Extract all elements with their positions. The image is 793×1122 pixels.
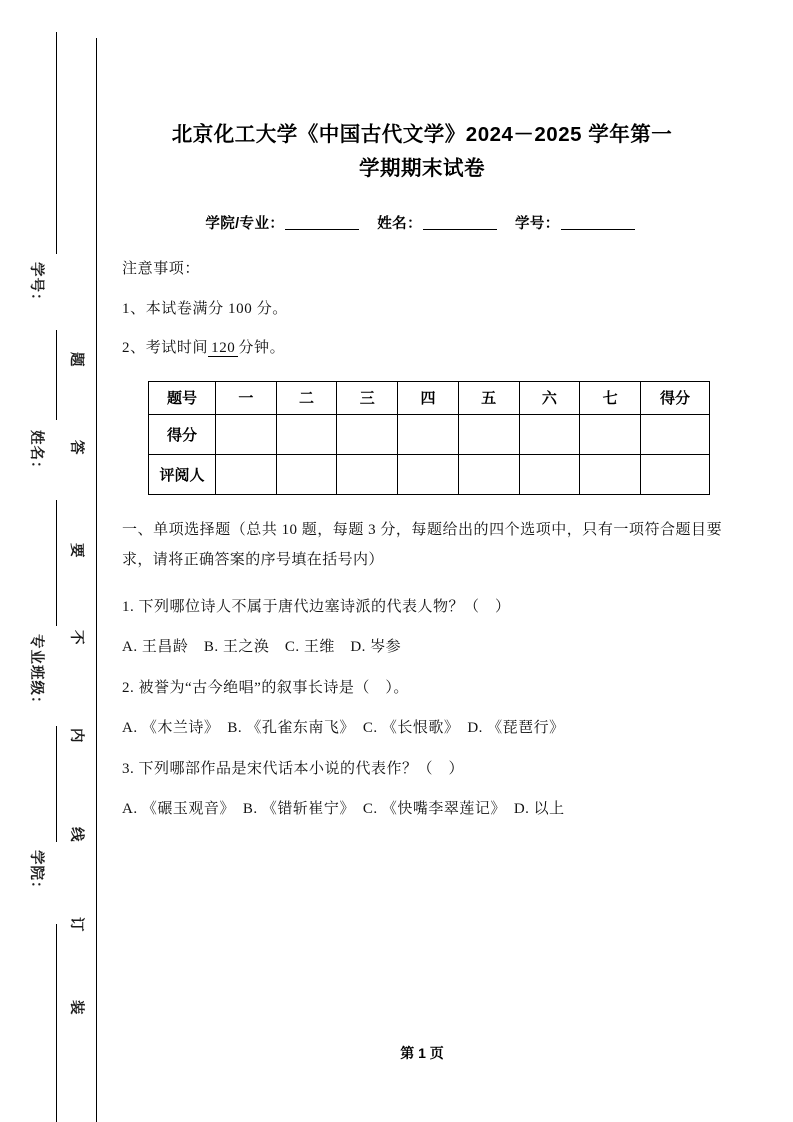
score-cell[interactable] xyxy=(337,414,398,454)
rail-char-bu: 不 xyxy=(68,630,84,645)
notes-item-2 xyxy=(122,317,722,357)
score-table-header-cell: 二 xyxy=(276,381,337,414)
page-footer: 第 1 页 xyxy=(400,1045,444,1061)
section-one xyxy=(122,495,722,818)
table-row xyxy=(149,454,710,494)
rail-char-ding: 订 xyxy=(68,917,84,932)
reviewer-cell[interactable] xyxy=(398,454,459,494)
score-row-label: 得分 xyxy=(149,414,216,454)
score-cell[interactable] xyxy=(398,414,459,454)
score-cell[interactable] xyxy=(276,414,337,454)
reviewer-cell[interactable] xyxy=(337,454,398,494)
score-table-header-cell: 一 xyxy=(216,381,277,414)
score-table-header-cell: 七 xyxy=(580,381,641,414)
college-major-label: 学院/专业： xyxy=(205,216,285,232)
score-table-header-cell: 四 xyxy=(398,381,459,414)
score-cell[interactable] xyxy=(216,414,277,454)
question-stem-2: 2. 被誉为“古今绝唱”的叙事长诗是（ ）。 xyxy=(122,679,409,696)
reviewer-cell[interactable] xyxy=(641,454,710,494)
rail-label-class: 专业班级： xyxy=(28,634,44,712)
score-cell[interactable] xyxy=(580,414,641,454)
student-id-blank[interactable] xyxy=(561,229,635,230)
notes-block xyxy=(122,233,722,357)
binding-rail-outer-line-4 xyxy=(56,726,57,842)
question-options-1: A. 王昌龄 B. 王之涣 C. 王维 D. 岑参 xyxy=(122,639,402,655)
exam-duration-value: 120 xyxy=(208,340,238,357)
name-label: 姓名： xyxy=(377,216,422,232)
score-cell[interactable] xyxy=(519,414,580,454)
reviewer-cell[interactable] xyxy=(580,454,641,494)
student-info-line xyxy=(122,186,722,233)
rail-label-college: 学院： xyxy=(28,850,44,897)
rail-char-nei: 内 xyxy=(68,728,84,743)
score-table-header-cell: 五 xyxy=(458,381,519,414)
question-stem-3: 3. 下列哪部作品是宋代话本小说的代表作？（ ） xyxy=(122,760,465,777)
score-table-header-row xyxy=(149,381,710,414)
rail-char-yao: 要 xyxy=(68,543,84,558)
rail-label-name: 姓名： xyxy=(28,430,44,477)
question-options-2: A. 《木兰诗》 B. 《孔雀东南飞》 C. 《长恨歌》 D. 《琵琶行》 xyxy=(122,720,565,736)
section-one-heading: 一、单项选择题（总共 10 题，每题 3 分，每题给出的四个选项中，只有一项符合题目要求，请将正确答案的序号填在括号内） xyxy=(122,521,722,568)
rail-char-zhuang: 装 xyxy=(68,1000,84,1015)
reviewer-cell[interactable] xyxy=(276,454,337,494)
reviewer-cell[interactable] xyxy=(519,454,580,494)
name-blank[interactable] xyxy=(423,229,497,230)
notes-heading: 注意事项： xyxy=(122,261,201,277)
binding-rail-outer-line-3 xyxy=(56,500,57,626)
rail-label-student-id: 学号： xyxy=(28,262,44,309)
reviewer-cell[interactable] xyxy=(458,454,519,494)
score-table-wrapper xyxy=(122,357,722,495)
notes-item-2-prefix: 2、考试时间 xyxy=(122,340,209,356)
score-cell[interactable] xyxy=(458,414,519,454)
score-row-label: 评阅人 xyxy=(149,454,216,494)
question-stem-1: 1. 下列哪位诗人不属于唐代边塞诗派的代表人物？（ ） xyxy=(122,598,511,615)
rail-char-xian: 线 xyxy=(68,827,84,842)
rail-char-da: 答 xyxy=(68,440,84,455)
exam-paper-body xyxy=(122,0,722,818)
rail-char-ti: 题 xyxy=(68,352,84,367)
score-table xyxy=(148,381,710,495)
notes-item-1: 1、本试卷满分 100 分。 xyxy=(122,300,288,317)
score-table-header-cell: 三 xyxy=(337,381,398,414)
binding-rail-outer-line-5 xyxy=(56,924,57,1122)
page-title-line2: 学期期末试卷 xyxy=(359,157,485,180)
binding-rail-outer-line-2 xyxy=(56,330,57,420)
page-title xyxy=(122,0,722,186)
score-table-header-cell: 得分 xyxy=(641,381,710,414)
binding-rail-outer-line-1 xyxy=(56,32,57,254)
table-row xyxy=(149,414,710,454)
college-major-blank[interactable] xyxy=(285,229,359,230)
reviewer-cell[interactable] xyxy=(216,454,277,494)
score-table-header-cell: 六 xyxy=(519,381,580,414)
page-title-line1: 北京化工大学《中国古代文学》2024－2025 学年第一 xyxy=(171,123,673,146)
score-table-header-cell: 题号 xyxy=(149,381,216,414)
score-cell[interactable] xyxy=(641,414,710,454)
student-id-label: 学号： xyxy=(514,216,560,232)
notes-item-2-suffix: 分钟。 xyxy=(238,340,286,356)
question-options-3: A. 《碾玉观音》 B. 《错斩崔宁》 C. 《快嘴李翠莲记》 D. 以上 xyxy=(122,801,565,817)
binding-rail-inner-line xyxy=(96,38,97,1122)
